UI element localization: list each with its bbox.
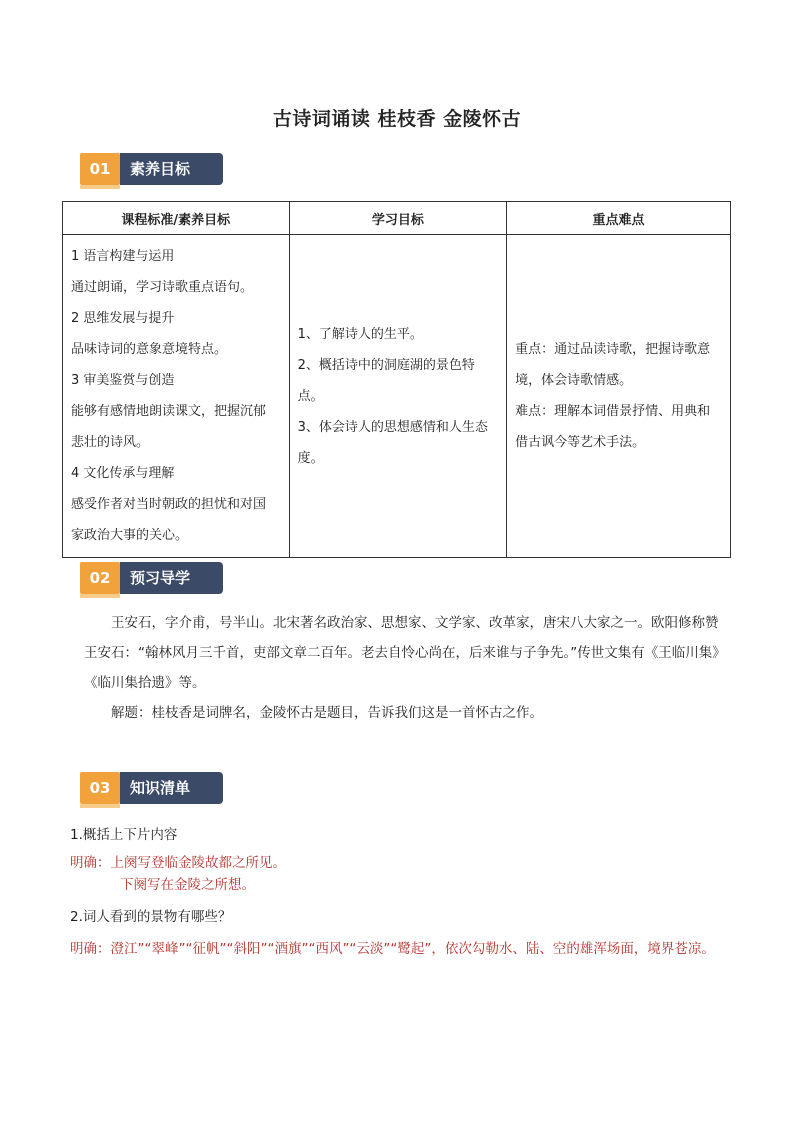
cell-line: 通过朗诵，学习诗歌重点语句。 (71, 280, 254, 295)
cell-line: 家政治大事的关心。 (71, 528, 189, 543)
preview-text (84, 608, 724, 728)
cell-line: 难点：理解本词借景抒情、用典和 (515, 404, 711, 419)
section-badge-knowledge (80, 772, 230, 806)
key-points-cell (507, 235, 731, 558)
section-number: 03 (80, 772, 120, 804)
table-header: 重点难点 (507, 202, 731, 235)
cell-line: 2 思维发展与提升 (71, 311, 175, 326)
section-label: 知识清单 (120, 772, 223, 804)
cell-line: 1 语言构建与运用 (71, 249, 175, 264)
cell-line: 4 文化传承与理解 (71, 466, 175, 481)
cell-line: 1、了解诗人的生平。 (297, 326, 423, 342)
cell-line: 借古讽今等艺术手法。 (515, 435, 646, 450)
question-2: 2.词人看到的景物有哪些？ (70, 909, 232, 925)
standards-cell (63, 235, 290, 558)
cell-line: 度。 (297, 450, 324, 466)
section-number: 02 (80, 562, 120, 594)
section-label: 素养目标 (120, 153, 223, 185)
cell-line: 重点：通过品读诗歌，把握诗歌意 (515, 342, 711, 357)
cell-line: 境，体会诗歌情感。 (515, 373, 633, 388)
answer-1-line-1: 明确：上阕写登临金陵故都之所见。 (70, 855, 286, 871)
title-explanation-paragraph: 解题：桂枝香是词牌名，金陵怀古是题目，告诉我们这是一首怀古之作。 (111, 705, 543, 721)
cell-line: 3 审美鉴赏与创造 (71, 373, 175, 388)
cell-line: 能够有感情地朗读课文，把握沉郁 (71, 404, 267, 419)
author-intro-paragraph: 王安石，字介甫，号半山。北宋著名政治家、思想家、文学家、改革家，唐宋八大家之一。欧阳修称赞王安石：“翰林风月三千首，吏部文章二百年。老去自怜心尚在，后来谁与子争先。”传世文集有《王临川集》《临川集拾遗》等。 (84, 615, 719, 691)
table-row (63, 235, 731, 558)
section-badge-preview (80, 562, 230, 596)
section-label: 预习导学 (120, 562, 223, 594)
learning-goals-cell (289, 235, 506, 558)
table-header: 学习目标 (289, 202, 506, 235)
question-1: 1.概括上下片内容 (70, 827, 178, 843)
cell-line: 3、体会诗人的思想感情和人生态 (297, 419, 488, 435)
table-header: 课程标准/素养目标 (63, 202, 290, 235)
table-header-row (63, 202, 731, 235)
page-title: 古诗词诵读 桂枝香 金陵怀古 (272, 108, 522, 130)
knowledge-list (70, 824, 730, 964)
cell-line: 感受作者对当时朝政的担忧和对国 (71, 497, 267, 512)
section-badge-goals (80, 153, 230, 187)
answer-1-line-2: 下阕写在金陵之所想。 (120, 877, 255, 893)
cell-line: 品味诗词的意象意境特点。 (71, 342, 228, 357)
goals-table (62, 201, 731, 558)
section-number: 01 (80, 153, 120, 185)
cell-line: 悲壮的诗风。 (71, 435, 150, 450)
answer-2: 明确：澄江”“翠峰”“征帆”“斜阳”“酒旗”“西风”“云淡”“鹭起”，依次勾勒水、陆、空的雄浑场面，境界苍凉。 (70, 941, 715, 957)
cell-line: 2、概括诗中的洞庭湖的景色特点。 (297, 357, 475, 404)
